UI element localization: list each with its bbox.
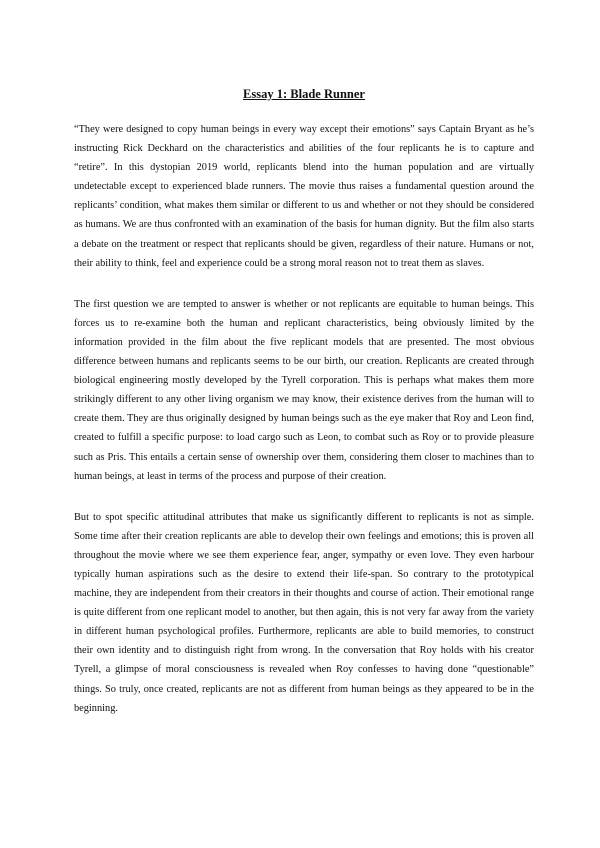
essay-title: Essay 1: Blade Runner: [243, 87, 365, 101]
paragraph-1: “They were designed to copy human beings in every way except their emotions” says Captain Bryant as he’s instructing Rick Deckhard on the characteristics and abilities of the four replicants he is to capture and “retire”. In this dystopian 2019 world, replicants blend into the human population and are virtually undetectable except to experienced blade runners. The movie thus raises a fundamental question around the replicants’ condition, what makes them similar or different to us and whether or not they should be considered as humans. We are thus confronted with an examination of the basis for human dignity. But the film also starts a debate on the treatment or respect that replicants should be given, regardless of their nature. Humans or not, their ability to think, feel and experience could be a strong moral reason not to treat them as slaves.: [74, 124, 534, 269]
paragraph-2: The first question we are tempted to answer is whether or not replicants are equitable to human beings. This forces us to re-examine both the human and replicant characteristics, being obviously limited by the information provided in the film about the five replicant models that are presented. The most obvious difference between humans and replicants seems to be our birth, our creation. Replicants are created through biological engineering mostly developed by the Tyrell corporation. This is perhaps what makes them more strikingly different to any other living organism we may know, their existence derives from the human will to create them. They are thus originally designed by human beings such as the eye maker that Roy and Leon find, created to fulfill a specific purpose: to load cargo such as Leon, to combat such as Roy or to provide pleasure such as Pris. This entails a certain sense of ownership over them, considering them closer to machines than to human beings, at least in terms of the process and purpose of their creation.: [74, 298, 534, 482]
paragraph-3: But to spot specific attitudinal attributes that make us significantly different to replicants is not as simple. Some time after their creation replicants are able to develop their own feelings and emotions; this is proven all throughout the movie where we see them experience fear, anger, sympathy or even love. They even harbour typically human aspirations such as the desire to extend their life-span. So contrary to the prototypical machine, they are independent from their creators in their thoughts and course of action. Their emotional range is quite different from one replicant model to another, but then again, this is not very far away from the variety in different human psychological profiles. Furthermore, replicants are able to build memories, to construct their own identity and to distinguish right from wrong. In the conversation that Roy holds with his creator Tyrell, a glimpse of moral consciousness is revealed when Roy confesses to having done “questionable” things. So truly, once created, replicants are not as different from human beings as they appeared to be in the beginning.: [74, 511, 534, 714]
